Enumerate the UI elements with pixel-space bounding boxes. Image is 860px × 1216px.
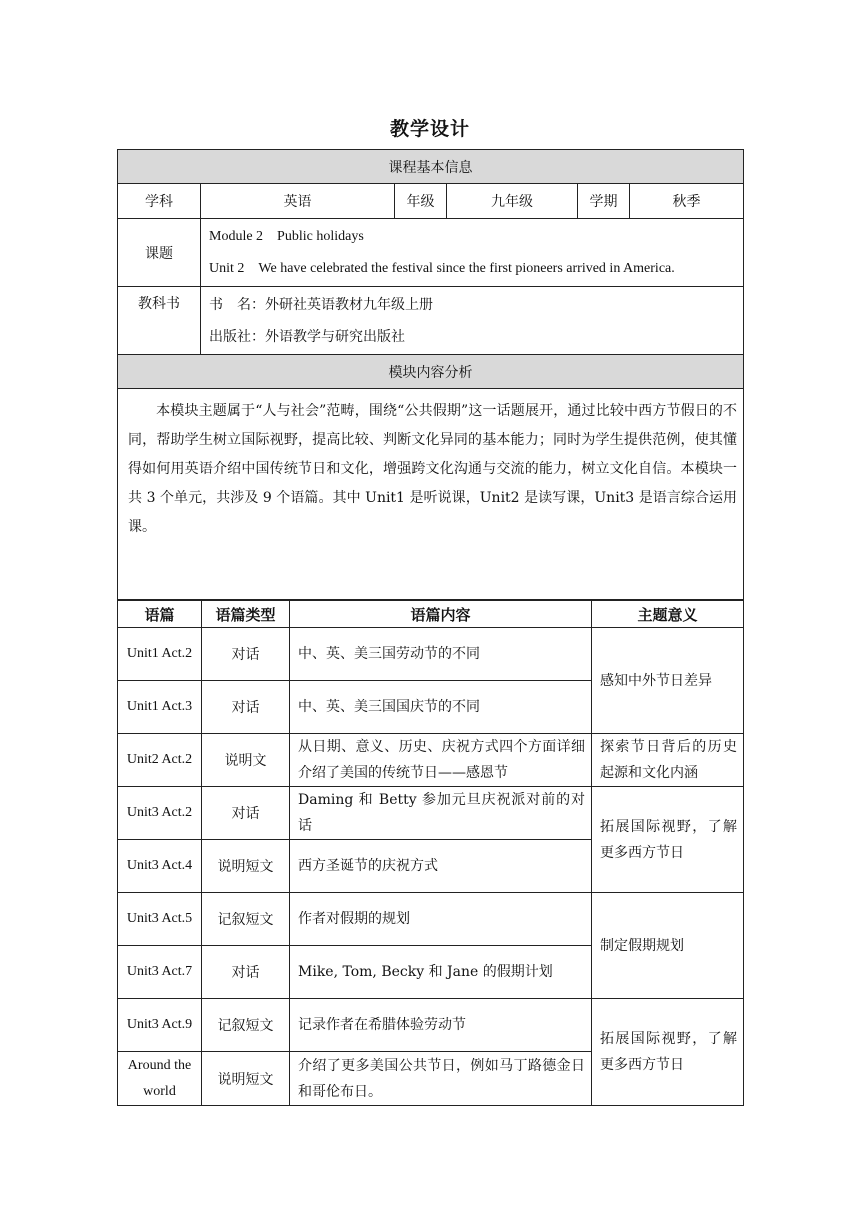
textbook-publisher: 出版社：外语教学与研究出版社	[209, 328, 405, 345]
analysis-body	[118, 389, 744, 600]
textbook-label: 教科书	[118, 287, 201, 355]
text-type: 说明文	[202, 734, 290, 787]
col-header-text: 语篇	[118, 601, 202, 628]
text-type: 对话	[202, 787, 290, 840]
text-type: 记叙短文	[202, 999, 290, 1052]
topic-value	[201, 219, 744, 287]
text-type: 对话	[202, 681, 290, 734]
term-value: 秋季	[630, 184, 744, 219]
text-type: 对话	[202, 946, 290, 999]
text-type: 说明短文	[202, 840, 290, 893]
text-content: 记录作者在希腊体验劳动节	[290, 999, 592, 1052]
text-name: Unit3 Act.9	[118, 999, 202, 1052]
text-name: Unit1 Act.2	[118, 628, 202, 681]
texts-table	[117, 600, 744, 1106]
text-name: Unit3 Act.7	[118, 946, 202, 999]
basic-info-header: 课程基本信息	[118, 150, 744, 184]
textbook-value	[201, 287, 744, 355]
table-row	[118, 734, 744, 787]
subject-value: 英语	[201, 184, 395, 219]
text-type: 记叙短文	[202, 893, 290, 946]
theme-meaning: 感知中外节日差异	[592, 628, 744, 734]
theme-meaning: 探索节日背后的历史起源和文化内涵	[592, 734, 744, 787]
text-name: Unit3 Act.5	[118, 893, 202, 946]
analysis-header: 模块内容分析	[118, 355, 744, 389]
text-name: Unit3 Act.2	[118, 787, 202, 840]
text-content: 中、英、美三国国庆节的不同	[290, 681, 592, 734]
table-row	[118, 628, 744, 681]
col-header-type: 语篇类型	[202, 601, 290, 628]
text-content: 介绍了更多美国公共节日，例如马丁路德金日和哥伦布日。	[290, 1052, 592, 1106]
table-row	[118, 787, 744, 840]
topic-line-unit: Unit 2 We have celebrated the festival since the first pioneers arrived in America.	[209, 260, 675, 276]
table-row	[118, 999, 744, 1052]
col-header-content: 语篇内容	[290, 601, 592, 628]
textbook-name: 书 名：外研社英语教材九年级上册	[209, 296, 433, 313]
grade-value: 九年级	[447, 184, 578, 219]
table-row	[118, 893, 744, 946]
text-content: 中、英、美三国劳动节的不同	[290, 628, 592, 681]
col-header-meaning: 主题意义	[592, 601, 744, 628]
topic-line-module: Module 2 Public holidays	[209, 228, 364, 244]
text-name: Unit3 Act.4	[118, 840, 202, 893]
grade-label: 年级	[395, 184, 447, 219]
text-type: 对话	[202, 628, 290, 681]
text-name: Unit1 Act.3	[118, 681, 202, 734]
text-content: 作者对假期的规划	[290, 893, 592, 946]
basic-info-table	[117, 149, 744, 600]
text-name: Around the world	[118, 1052, 202, 1106]
text-content: 从日期、意义、历史、庆祝方式四个方面详细介绍了美国的传统节日——感恩节	[290, 734, 592, 787]
theme-meaning: 制定假期规划	[592, 893, 744, 999]
text-type: 说明短文	[202, 1052, 290, 1106]
text-content: 西方圣诞节的庆祝方式	[290, 840, 592, 893]
text-content: Mike, Tom, Becky 和 Jane 的假期计划	[290, 946, 592, 999]
topic-label: 课题	[118, 219, 201, 287]
analysis-text: 本模块主题属于“人与社会”范畴，围绕“公共假期”这一话题展开，通过比较中西方节假日的不同，帮助学生树立国际视野，提高比较、判断文化异同的基本能力；同时为学生提供范例，使其懂得如何用英语介绍中国传统节日和文化，增强跨文化沟通与交流的能力，树立文化自信。本模块一共 3 个单元，共涉及 9 个语篇。其中 Unit1 是听说课，Unit2 是读写课，Unit3 是语言综合运用课。	[128, 403, 738, 535]
subject-label: 学科	[118, 184, 201, 219]
text-name: Unit2 Act.2	[118, 734, 202, 787]
term-label: 学期	[578, 184, 630, 219]
theme-meaning: 拓展国际视野，了解更多西方节日	[592, 999, 744, 1106]
text-content: Daming 和 Betty 参加元旦庆祝派对前的对话	[290, 787, 592, 840]
theme-meaning: 拓展国际视野，了解更多西方节日	[592, 787, 744, 893]
page-title: 教学设计	[389, 118, 470, 140]
